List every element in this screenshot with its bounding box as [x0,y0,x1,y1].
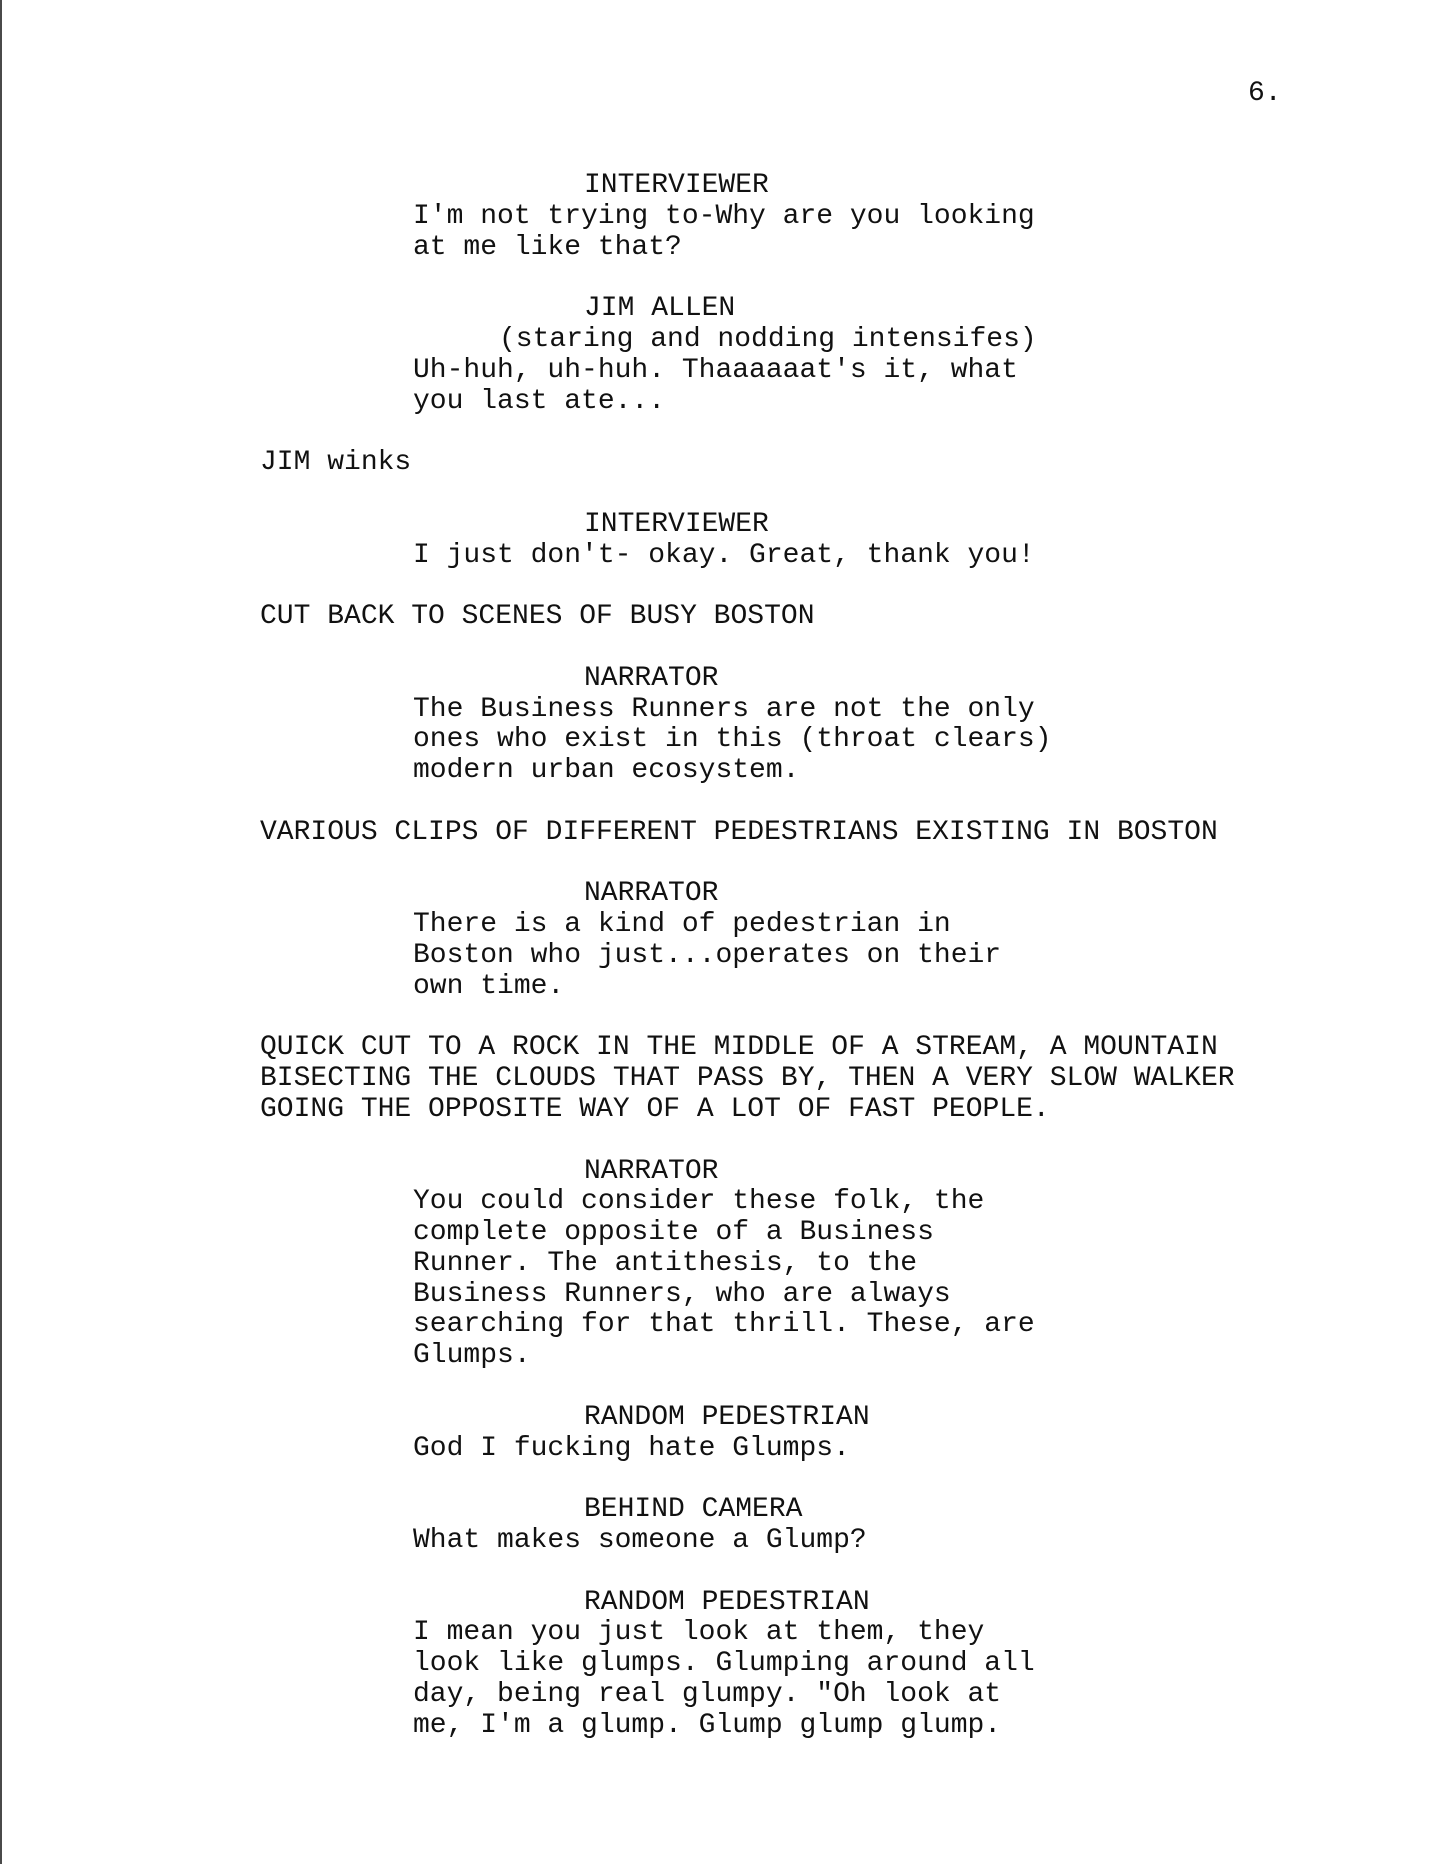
blank-line [2,1126,1452,1157]
dialogue-line: at me like that? [413,231,682,263]
action-line: GOING THE OPPOSITE WAY OF A LOT OF FAST PEOPLE. [260,1093,1050,1125]
dialogue-line: me, I'm a glump. Glump glump glump. [413,1709,1002,1741]
dialogue-line: Uh-huh, uh-huh. Thaaaaaat's it, what [413,354,1018,386]
dialogue-block [2,1618,1452,1741]
character-name: INTERVIEWER [584,170,769,201]
blank-line [2,571,1452,602]
character-name: JIM ALLEN [584,293,736,325]
character-name: RANDOM PEDESTRIAN [584,1586,870,1618]
dialogue-block [2,541,1452,572]
dialogue-line: complete opposite of a Business [413,1217,934,1249]
dialogue-block [2,202,1452,264]
dialogue-line: own time. [413,970,565,1002]
character-name: NARRATOR [584,662,719,694]
dialogue-line: day, being real glumpy. "Oh look at [413,1679,1002,1711]
action-line: VARIOUS CLIPS OF DIFFERENT PEDESTRIANS EXISTING IN BOSTON [260,816,1218,848]
blank-line [2,633,1452,664]
action-block [2,602,1452,633]
action-line: CUT BACK TO SCENES OF BUSY BOSTON [260,601,815,633]
dialogue-block [2,356,1452,418]
action-block [2,818,1452,849]
dialogue-line: You could consider these folk, the [413,1186,985,1218]
blank-line [2,417,1452,448]
blank-line [2,1464,1452,1495]
dialogue-line: searching for that thrill. These, are [413,1309,1035,1341]
character-name: INTERVIEWER [584,508,769,540]
dialogue-block [2,1526,1452,1557]
blank-line [2,263,1452,294]
parenthetical: (staring and nodding intensifes) [499,323,1037,355]
dialogue-line: The Business Runners are not the only [413,693,1035,725]
dialogue-line: Glumps. [413,1340,531,1372]
page-number: 6. [1248,78,1282,109]
dialogue-line: I'm not trying to-Why are you looking [413,200,1035,232]
dialogue-line: I mean you just look at them, they [413,1617,985,1649]
action-block [2,1033,1452,1125]
character-name: NARRATOR [584,1155,719,1187]
blank-line [2,1557,1452,1588]
dialogue-line: I just don't- okay. Great, thank you! [413,539,1035,571]
character-name: RANDOM PEDESTRIAN [584,1401,870,1433]
dialogue-line: Boston who just...operates on their [413,939,1002,971]
dialogue-line: you last ate... [413,385,666,417]
dialogue-line: God I fucking hate Glumps. [413,1432,850,1464]
dialogue-line: ones who exist in this (throat clears) [413,724,1052,756]
dialogue-line: modern urban ecosystem. [413,755,800,787]
character-name: BEHIND CAMERA [584,1494,803,1526]
dialogue-line: Runner. The antithesis, to the [413,1247,918,1279]
dialogue-block [2,1187,1452,1372]
blank-line [2,787,1452,818]
action-line: BISECTING THE CLOUDS THAT PASS BY, THEN A VERY SLOW WALKER [260,1063,1235,1095]
dialogue-line: Business Runners, who are always [413,1278,951,1310]
dialogue-line: There is a kind of pedestrian in [413,909,951,941]
screenplay-body [2,171,1452,1742]
dialogue-block [2,695,1452,787]
dialogue-line: What makes someone a Glump? [413,1525,867,1557]
character-name: NARRATOR [584,878,719,910]
blank-line [2,1372,1452,1403]
blank-line [2,479,1452,510]
action-line: QUICK CUT TO A ROCK IN THE MIDDLE OF A STREAM, A MOUNTAIN [260,1032,1218,1064]
action-block [2,448,1452,479]
action-line: JIM winks [260,447,412,479]
blank-line [2,849,1452,880]
blank-line [2,1003,1452,1034]
dialogue-block [2,910,1452,1002]
dialogue-block [2,1434,1452,1465]
dialogue-line: look like glumps. Glumping around all [413,1648,1035,1680]
